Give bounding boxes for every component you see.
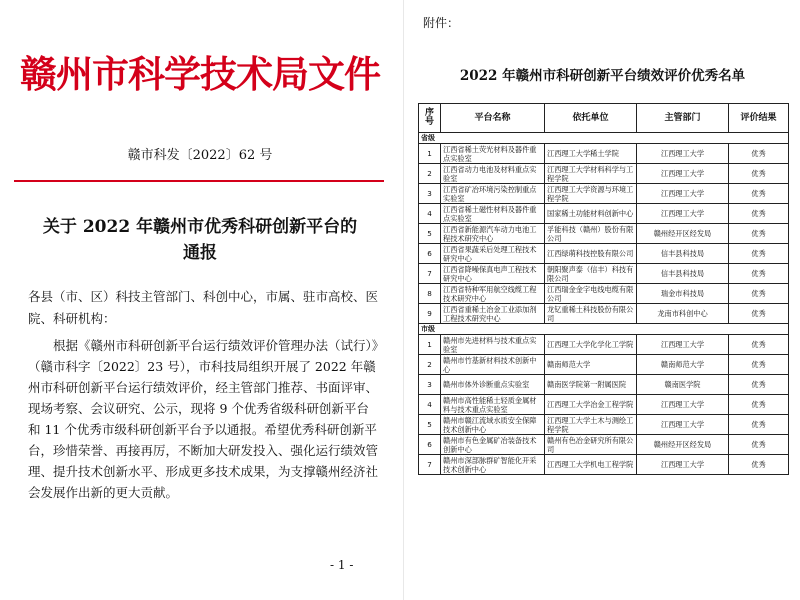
cell-platform: 江西省果蔬采后处理工程技术研究中心 (441, 244, 545, 264)
table-row (419, 264, 789, 284)
red-divider-line (14, 180, 384, 182)
cell-result: 优秀 (729, 144, 789, 164)
cell-platform: 赣州市体外诊断重点实验室 (441, 375, 545, 395)
cell-host: 龙钇重稀土科技股份有限公司 (545, 304, 637, 324)
table-row (419, 244, 789, 264)
cell-index: 2 (419, 355, 441, 375)
cell-platform: 赣州市竹基新材料技术创新中心 (441, 355, 545, 375)
table-row (419, 164, 789, 184)
cell-host: 赣南医学院第一附属医院 (545, 375, 637, 395)
cell-index: 5 (419, 224, 441, 244)
cell-result: 优秀 (729, 244, 789, 264)
page-number: - 1 - (330, 558, 354, 572)
cell-platform: 江西省特种军用航空线缆工程技术研究中心 (441, 284, 545, 304)
cell-department: 江西理工大学 (637, 335, 729, 355)
cell-host: 江西理工大学材料科学与工程学院 (545, 164, 637, 184)
cell-platform: 赣州市有色金属矿冶装备技术创新中心 (441, 435, 545, 455)
cell-platform: 江西省稀土磁性材料及器件重点实验室 (441, 204, 545, 224)
page-gap (403, 0, 404, 600)
cell-platform: 赣州市赣江流域水质安全保障技术创新中心 (441, 415, 545, 435)
addressee: 各县（市、区）科技主管部门、科创中心，市属、驻市高校、医院、科研机构： (28, 289, 379, 326)
cell-result: 优秀 (729, 335, 789, 355)
cell-department: 瑞金市科技局 (637, 284, 729, 304)
cell-host: 江西理工大学资源与环境工程学院 (545, 184, 637, 204)
cell-index: 3 (419, 375, 441, 395)
cell-result: 优秀 (729, 415, 789, 435)
cell-host: 江西理工大学机电工程学院 (545, 455, 637, 475)
cell-result: 优秀 (729, 264, 789, 284)
table-row (419, 224, 789, 244)
document-number: 赣市科发〔2022〕62 号 (127, 148, 273, 163)
cell-index: 3 (419, 184, 441, 204)
table-row (419, 204, 789, 224)
cell-result: 优秀 (729, 204, 789, 224)
cell-result: 优秀 (729, 224, 789, 244)
table-row (419, 455, 789, 475)
cell-host: 江西理工大学化学化工学院 (545, 335, 637, 355)
attachment-label: 附件： (423, 16, 460, 30)
header-host: 依托单位 (545, 104, 637, 133)
cell-result: 优秀 (729, 304, 789, 324)
cell-index: 8 (419, 284, 441, 304)
cell-platform: 赣州市高性能稀土轻质金属材料与技术重点实验室 (441, 395, 545, 415)
cell-department: 江西理工大学 (637, 415, 729, 435)
cell-index: 6 (419, 244, 441, 264)
cell-platform: 赣州市深部脉群矿智能化开采技术创新中心 (441, 455, 545, 475)
cell-result: 优秀 (729, 284, 789, 304)
cell-index: 4 (419, 395, 441, 415)
cell-index: 7 (419, 455, 441, 475)
cell-host: 江西理工大学冶金工程学院 (545, 395, 637, 415)
table-row (419, 335, 789, 355)
section-row (419, 133, 789, 144)
cell-index: 9 (419, 304, 441, 324)
attachment-page (405, 0, 800, 600)
cell-department: 江西理工大学 (637, 144, 729, 164)
table-row (419, 184, 789, 204)
cell-department: 赣州经开区经发局 (637, 435, 729, 455)
cell-platform: 江西省新能源汽车动力电池工程技术研究中心 (441, 224, 545, 244)
cell-department: 江西理工大学 (637, 204, 729, 224)
table-row (419, 375, 789, 395)
table-row (419, 284, 789, 304)
header-result: 评价结果 (729, 104, 789, 133)
notice-title-line-1: 关于 2022 年赣州市优秀科研创新平台的 (42, 217, 358, 237)
cell-result: 优秀 (729, 164, 789, 184)
section-row (419, 324, 789, 335)
issuing-authority-title: 赣州市科学技术局文件 (20, 52, 380, 96)
cell-platform: 江西省重稀土冶金工业添加剂工程技术研究中心 (441, 304, 545, 324)
cell-host: 江西理工大学稀土学院 (545, 144, 637, 164)
cell-host: 孚能科技（赣州）股份有限公司 (545, 224, 637, 244)
cell-department: 赣南师范大学 (637, 355, 729, 375)
cell-department: 龙南市科创中心 (637, 304, 729, 324)
cell-department: 江西理工大学 (637, 395, 729, 415)
cell-department: 信丰县科技局 (637, 244, 729, 264)
header-index: 序号 (419, 104, 441, 133)
cell-department: 赣南医学院 (637, 375, 729, 395)
table-row (419, 144, 789, 164)
cell-index: 1 (419, 335, 441, 355)
cell-host: 朝阳聚声泰（信丰）科技有限公司 (545, 264, 637, 284)
cell-platform: 江西省稀土荧光材料及器件重点实验室 (441, 144, 545, 164)
cell-department: 赣州经开区经发局 (637, 224, 729, 244)
cell-result: 优秀 (729, 355, 789, 375)
cell-result: 优秀 (729, 435, 789, 455)
excellent-platform-table (418, 103, 789, 475)
cell-result: 优秀 (729, 375, 789, 395)
cell-platform: 江西省动力电池及材料重点实验室 (441, 164, 545, 184)
notice-body: 根据《赣州市科研创新平台运行绩效评价管理办法（试行）》（赣市科字〔2022〕23 号），市科技局组织开展了 2022 年赣州市科研创新平台运行绩效评价，经主管部门推荐、书面评审、现场考察、会议研究、公示，现将 9 个优秀省级科研创新平台和 11 个优秀市级科研创新平台予以通报。希望优秀科研创新平台，珍惜荣誉、再接再厉，不断加大研发投入、强化运行绩效管理、提升技术创新水平、形成更多技术成果，为支撑赣州经济社会发展作出新的更大贡献。 (28, 338, 379, 500)
cell-index: 6 (419, 435, 441, 455)
table-header-row (419, 104, 789, 133)
cell-index: 2 (419, 164, 441, 184)
table-row (419, 415, 789, 435)
cell-department: 信丰县科技局 (637, 264, 729, 284)
table-row (419, 435, 789, 455)
cell-platform: 赣州市先进材料与技术重点实验室 (441, 335, 545, 355)
cell-host: 国家稀土功能材料创新中心 (545, 204, 637, 224)
cell-index: 1 (419, 144, 441, 164)
table-title: 2022 年赣州市科研创新平台绩效评价优秀名单 (459, 68, 746, 84)
header-platform: 平台名称 (441, 104, 545, 133)
cell-index: 5 (419, 415, 441, 435)
cell-department: 江西理工大学 (637, 164, 729, 184)
cell-platform: 江西省矿冶环境污染控制重点实验室 (441, 184, 545, 204)
cell-department: 江西理工大学 (637, 184, 729, 204)
cell-department: 江西理工大学 (637, 455, 729, 475)
cell-host: 江西绿萌科技控股有限公司 (545, 244, 637, 264)
cell-result: 优秀 (729, 184, 789, 204)
section-label: 省级 (419, 133, 789, 144)
cell-index: 7 (419, 264, 441, 284)
header-department: 主管部门 (637, 104, 729, 133)
section-label: 市级 (419, 324, 789, 335)
cell-host: 江西瑞金金字电线电缆有限公司 (545, 284, 637, 304)
notice-title (20, 214, 380, 266)
notice-title-line-2: 通报 (183, 243, 217, 263)
cell-index: 4 (419, 204, 441, 224)
cell-host: 江西理工大学土木与测绘工程学院 (545, 415, 637, 435)
table-row (419, 355, 789, 375)
cell-host: 赣南师范大学 (545, 355, 637, 375)
cell-platform: 江西省降噪保真电声工程技术研究中心 (441, 264, 545, 284)
table-row (419, 395, 789, 415)
cell-result: 优秀 (729, 395, 789, 415)
table-row (419, 304, 789, 324)
cell-host: 赣州有色冶金研究所有限公司 (545, 435, 637, 455)
cell-result: 优秀 (729, 455, 789, 475)
